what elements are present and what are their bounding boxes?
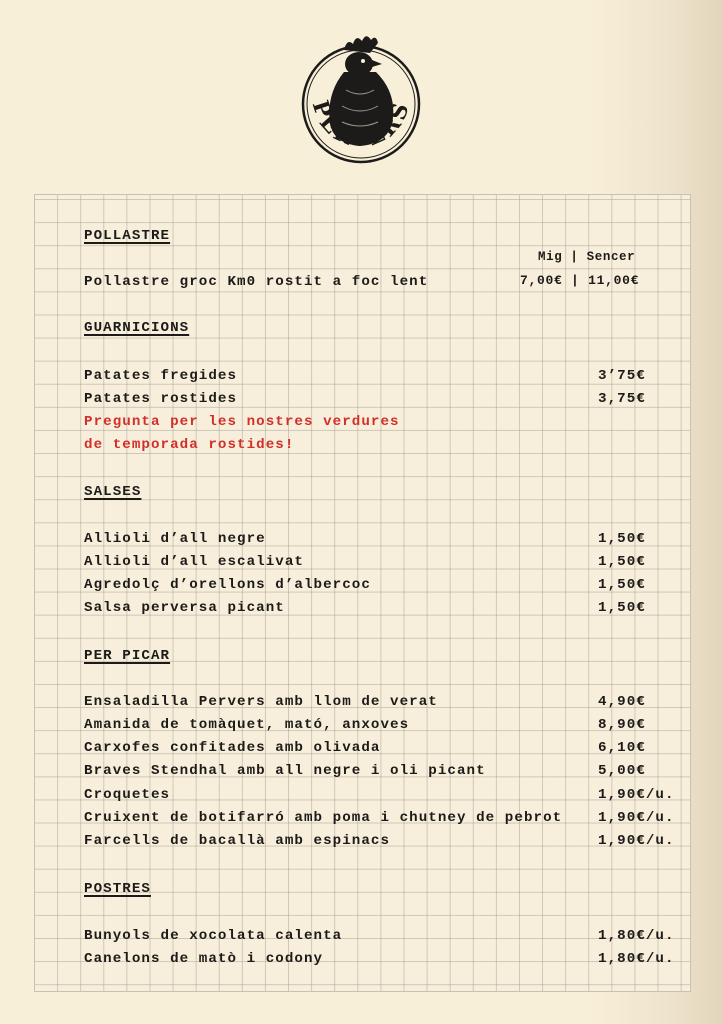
section-title-salses: SALSES <box>84 484 142 500</box>
price-whole: 11,00€ <box>588 273 640 288</box>
item-name: Canelons de matò i codony <box>84 951 324 967</box>
item-name: Carxofes confitades amb olivada <box>84 740 381 756</box>
col-whole-label: Sencer <box>586 250 636 264</box>
col-half-label: Mig <box>538 250 563 264</box>
item-name: Amanida de tomàquet, mató, anxoves <box>84 717 410 733</box>
chicken-prices <box>520 273 639 288</box>
item-price: 8,90€ <box>598 717 646 733</box>
rooster-comb <box>344 36 378 53</box>
item-price: 1,80€/u. <box>598 928 675 944</box>
section-title-pollastre: POLLASTRE <box>84 228 171 244</box>
logo-wordmark: PERVERS <box>306 97 416 153</box>
item-name: Cruixent de botifarró amb poma i chutney de pebrot <box>84 810 563 826</box>
item-name: Allioli d’all negre <box>84 531 266 547</box>
section-title-guarnicions: GUARNICIONS <box>84 320 190 336</box>
item-price: 6,10€ <box>598 740 646 756</box>
item-price: 1,90€/u. <box>598 787 675 803</box>
item-price: 4,90€ <box>598 694 646 710</box>
section-title-postres: POSTRES <box>84 881 151 897</box>
item-name: Pollastre groc Km0 rostit a foc lent <box>84 274 429 290</box>
col-separator: | <box>570 250 579 264</box>
item-price: 1,90€/u. <box>598 810 675 826</box>
item-price: 1,50€ <box>598 531 646 547</box>
price-half: 7,00€ <box>520 273 563 288</box>
item-name: Patates fregides <box>84 368 238 384</box>
item-name: Patates rostides <box>84 391 238 407</box>
item-name: Bunyols de xocolata calenta <box>84 928 343 944</box>
column-headers <box>538 250 635 264</box>
item-name: Ensaladilla Pervers amb llom de verat <box>84 694 438 710</box>
item-name: Salsa perversa picant <box>84 600 285 616</box>
item-name: Croquetes <box>84 787 171 803</box>
seasonal-note-line-2: de temporada rostides! <box>84 437 295 453</box>
price-separator: | <box>571 273 580 288</box>
item-price: 3,75€ <box>598 391 646 407</box>
item-name: Braves Stendhal amb all negre i oli picant <box>84 763 486 779</box>
item-name: Agredolç d’orellons d’albercoc <box>84 577 371 593</box>
item-price: 5,00€ <box>598 763 646 779</box>
item-price: 3’75€ <box>598 368 646 384</box>
item-name: Farcells de bacallà amb espinacs <box>84 833 391 849</box>
item-price: 1,80€/u. <box>598 951 675 967</box>
seasonal-note-line-1: Pregunta per les nostres verdures <box>84 414 400 430</box>
item-price: 1,50€ <box>598 600 646 616</box>
section-title-per-picar: PER PICAR <box>84 648 171 664</box>
item-price: 1,90€/u. <box>598 833 675 849</box>
item-price: 1,50€ <box>598 577 646 593</box>
item-name: Allioli d’all escalivat <box>84 554 304 570</box>
pervers-logo <box>296 20 426 168</box>
item-price: 1,50€ <box>598 554 646 570</box>
